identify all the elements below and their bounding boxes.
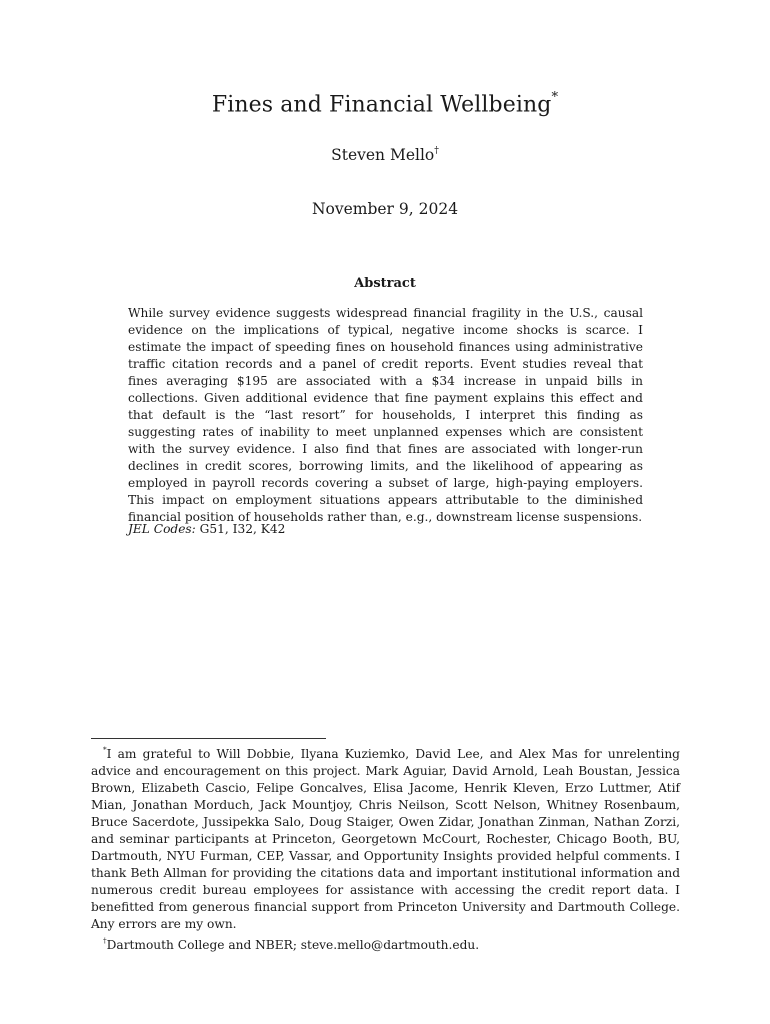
abstract-text: While survey evidence suggests widespread financial fragility in the U.S., causal evidence on the implications of typical, negative income shocks is scarce. I estimate the impact of speeding fines on household finances using administrative traffic citation records and a panel of credit reports. Event studies reveal that fines averaging $195 are associated with a $34 increase in unpaid bills in collections. Given additional evidence that fine payment explains this effect and that default is the “last resort” for households, I interpret this finding as suggesting rates of inability to meet unplanned expenses which are consistent with the survey evidence. I also find that fines are associated with longer-run declines in credit scores, borrowing limits, and the likelihood of appearing as employed in payroll records covering a subset of large, high-paying employers. This impact on employment situations appears attributable to the diminished financial position of households rather than, e.g., downstream license suspensions. [128,306,643,524]
footnote-affiliation [91,933,680,954]
footnote-rule [91,738,326,739]
footnote-mark: † [103,935,107,945]
abstract-heading: Abstract [354,276,416,291]
jel-codes: G51, I32, K42 [199,522,286,536]
footnote-mark: * [103,744,107,754]
author-text: Steven Mello [331,146,435,165]
abstract-body [128,305,643,526]
title-text: Fines and Financial Wellbeing [211,92,552,118]
footnotes [91,742,680,954]
author-footnote-mark: † [434,144,439,156]
jel-codes-line [128,522,643,536]
title-footnote-mark: * [551,90,559,106]
author-name [0,146,770,164]
footnote-text: I am grateful to Will Dobbie, Ilyana Kuziemko, David Lee, and Alex Mas for unrelenting advice and encouragement on this project. Mark Aguiar, David Arnold, Leah Boustan, Jessica Brown, Elizabeth Cascio, Felipe Goncalves, Elisa Jacome, Henrik Kleven, Erzo Luttmer, Atif Mian, Jonathan Morduch, Jack Mountjoy, Chris Neilson, Scott Nelson, Whitney Rosenbaum, Bruce Sacerdote, Jussipekka Salo, Doug Staiger, Owen Zidar, Jonathan Zinman, Nathan Zorzi, and seminar participants at Princeton, Georgetown McCourt, Rochester, Chicago Booth, BU, Dartmouth, NYU Furman, CEP, Vassar, and Opportunity Insights provided helpful comments. I thank Beth Allman for providing the citations data and important institutional information and numerous credit bureau employees for assistance with accessing the credit report data. I benefitted from generous financial support from Princeton University and Dartmouth College. Any errors are my own. [91,747,680,932]
footnote-acknowledgements [91,742,680,933]
paper-date: November 9, 2024 [311,200,459,218]
footnote-text: Dartmouth College and NBER; steve.mello@dartmouth.edu. [106,938,480,953]
paper-title [0,92,770,117]
jel-label: JEL Codes: [128,522,196,536]
